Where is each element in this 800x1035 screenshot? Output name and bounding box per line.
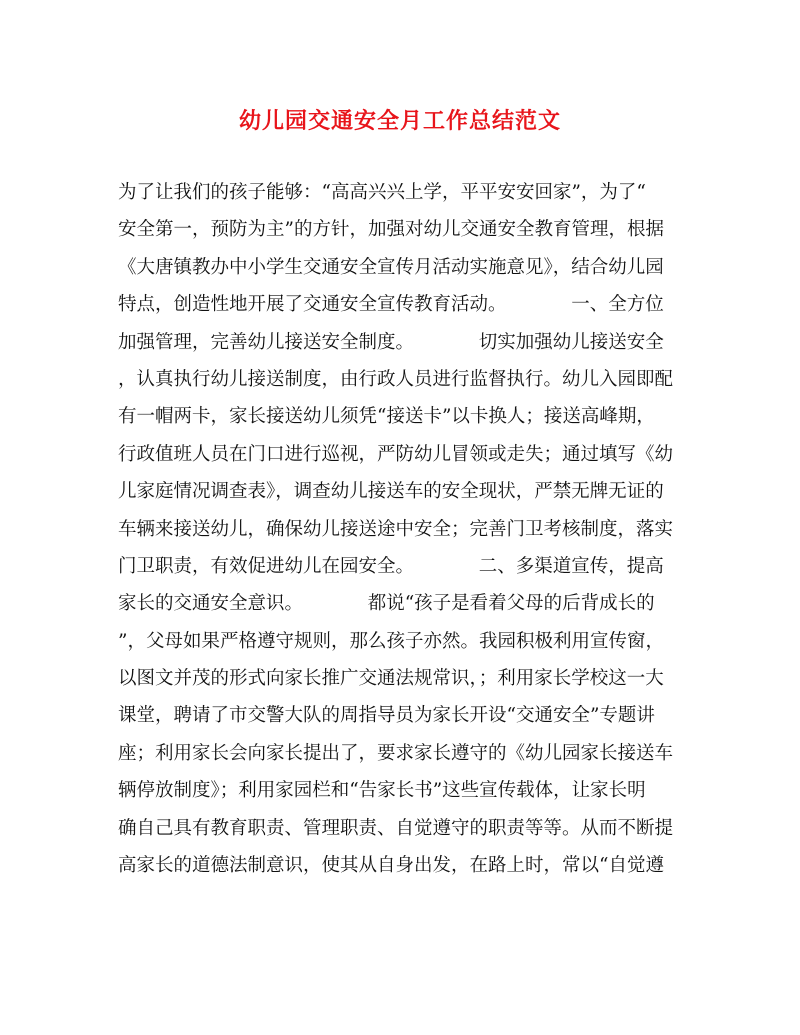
body-line: 为了让我们的孩子能够：“高高兴兴上学，平平安安回家”，为了“ bbox=[118, 182, 646, 203]
body-line: 门卫职责，有效促进幼儿在园安全。 二、多渠道宣传，提高 bbox=[118, 555, 664, 577]
body-line: 行政值班人员在门口进行巡视，严防幼儿冒领或走失；通过填写《幼 bbox=[118, 443, 674, 465]
body-line: 高家长的道德法制意识，使其从自身出发，在路上时，常以“自觉遵 bbox=[118, 855, 664, 877]
body-line: 课堂，聘请了市交警大队的周指导员为家长开设“交通安全”专题讲 bbox=[118, 705, 655, 727]
document-body bbox=[118, 174, 678, 884]
body-line: 《大唐镇教办中小学生交通安全宣传月活动实施意见》，结合幼儿园 bbox=[118, 256, 664, 278]
body-line: ，认真执行幼儿接送制度，由行政人员进行监督执行。幼儿入园即配 bbox=[118, 368, 674, 390]
body-line: 家长的交通安全意识。 都说“孩子是看着父母的后背成长的 bbox=[118, 593, 655, 615]
body-line: 座；利用家长会向家长提出了，要求家长遵守的《幼儿园家长接送车 bbox=[118, 742, 674, 764]
body-line: 车辆来接送幼儿，确保幼儿接送途中安全；完善门卫考核制度，落实 bbox=[118, 518, 674, 540]
body-line: 以图文并茂的形式向家长推广交通法规常识，；利用家长学校这一大 bbox=[118, 668, 664, 690]
body-line: 加强管理，完善幼儿接送安全制度。 切实加强幼儿接送安全 bbox=[118, 331, 664, 353]
body-line: 有一帽两卡，家长接送幼儿须凭“接送卡”以卡换人；接送高峰期， bbox=[118, 406, 655, 428]
body-line: 安全第一，预防为主”的方针，加强对幼儿交通安全教育管理，根据 bbox=[118, 219, 664, 241]
body-line: ”，父母如果严格遵守规则，那么孩子亦然。我园积极利用宣传窗， bbox=[118, 630, 664, 652]
body-line: 辆停放制度》；利用家园栏和“告家长书”这些宣传载体，让家长明 bbox=[118, 780, 646, 802]
body-line: 儿家庭情况调查表》，调查幼儿接送车的安全现状，严禁无牌无证的 bbox=[118, 481, 664, 503]
document-title: 幼儿园交通安全月工作总结范文 bbox=[238, 108, 561, 134]
body-line: 特点，创造性地开展了交通安全宣传教育活动。 一、全方位 bbox=[118, 294, 664, 316]
body-line: 确自己具有教育职责、管理职责、自觉遵守的职责等等。从而不断提 bbox=[118, 817, 674, 839]
